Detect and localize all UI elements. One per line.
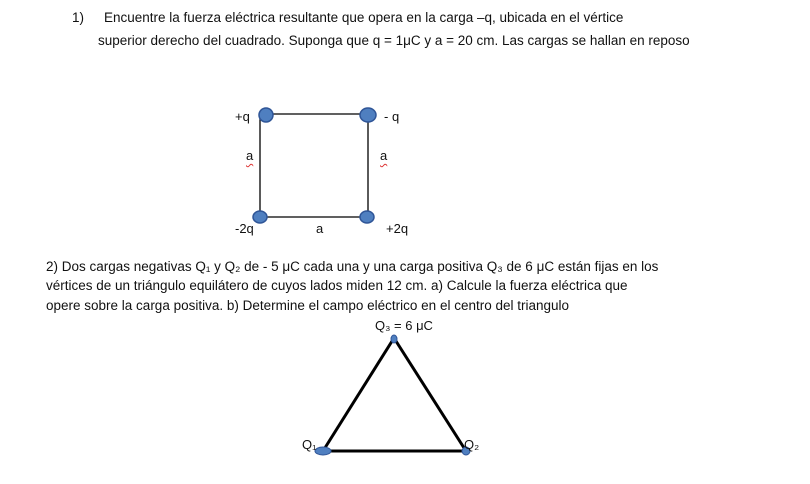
label-plus-q: +q xyxy=(235,109,250,124)
label-q2: Q₂ xyxy=(464,437,480,452)
charge-bottom-right xyxy=(360,211,374,223)
label-side-bottom: a xyxy=(316,221,324,236)
charge-q1 xyxy=(315,447,331,455)
triangle-figure xyxy=(315,335,470,455)
triangle-right-side xyxy=(394,338,466,451)
problem2-line3: opere sobre la carga positiva. b) Determine el campo eléctrico en el centro del triangulo xyxy=(46,298,570,313)
square-figure xyxy=(253,108,376,223)
charge-top-right xyxy=(360,108,376,122)
charge-top-left xyxy=(259,108,273,122)
problem1-line2: superior derecho del cuadrado. Suponga que q = 1μC y a = 20 cm. Las cargas se hallan en reposo xyxy=(98,33,690,48)
problem1-text-line1: Encuentre la fuerza eléctrica resultante que opera en la carga –q, ubicada en el vértice xyxy=(104,10,624,25)
problem2-line2: vértices de un triángulo equilátero de cuyos lados miden 12 cm. a) Calcule la fuerza eléctrica que xyxy=(46,278,628,293)
label-plus-2q: +2q xyxy=(386,221,409,236)
problem2-line1: 2) Dos cargas negativas Q₁ y Q₂ de - 5 μC cada una y una carga positiva Q₃ de 6 μC están fijas en los xyxy=(46,259,659,274)
label-side-right: a xyxy=(380,148,388,163)
problem1-number: 1) xyxy=(72,10,85,25)
charge-bottom-left xyxy=(253,211,267,223)
label-side-left: a xyxy=(246,148,254,163)
label-q1: Q₁ xyxy=(302,437,317,452)
charge-q3 xyxy=(391,335,397,343)
label-minus-q: - q xyxy=(384,109,400,124)
label-q3: Q₃ = 6 μC xyxy=(375,318,433,333)
triangle-left-side xyxy=(323,338,394,451)
label-minus-2q: -2q xyxy=(235,221,254,236)
